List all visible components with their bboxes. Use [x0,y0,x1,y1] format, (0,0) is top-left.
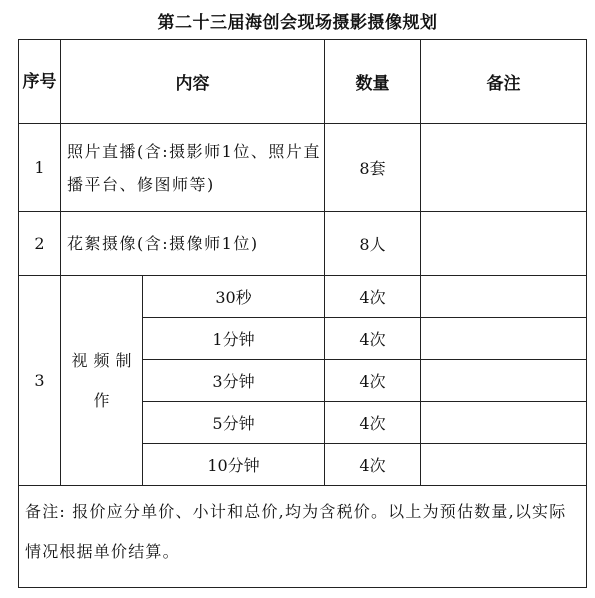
row-remark [421,402,587,444]
footnote: 备注: 报价应分单价、小计和总价,均为含税价。以上为预估数量,以实际情况根据单价结算。 [19,486,587,588]
video-quantity: 4次 [325,276,421,318]
row-seq: 2 [19,212,61,276]
video-duration: 5分钟 [143,402,325,444]
document-title: 第二十三届海创会现场摄影摄像规划 [157,13,438,33]
video-duration: 30秒 [143,276,325,318]
video-quantity: 4次 [325,444,421,486]
row-remark [421,212,587,276]
video-row [19,276,587,318]
row-remark [421,276,587,318]
video-quantity: 4次 [325,402,421,444]
row-content: 照片直播(含:摄影师1位、照片直播平台、修图师等) [61,124,325,212]
row-remark [421,318,587,360]
header-content: 内容 [61,40,325,124]
header-quantity: 数量 [325,40,421,124]
header-seq: 序号 [19,40,61,124]
row-seq: 3 [19,276,61,486]
header-row [19,40,587,124]
footnote-row [19,486,587,588]
row-remark [421,444,587,486]
video-quantity: 4次 [325,318,421,360]
table-row [19,124,587,212]
plan-table [18,39,587,588]
video-duration: 3分钟 [143,360,325,402]
row-remark [421,360,587,402]
row-content: 花絮摄像(含:摄像师1位) [61,212,325,276]
row-seq: 1 [19,124,61,212]
header-remark: 备注 [421,40,587,124]
video-duration: 1分钟 [143,318,325,360]
video-quantity: 4次 [325,360,421,402]
video-category: 视频制作 [61,276,143,486]
row-remark [421,124,587,212]
row-quantity: 8套 [325,124,421,212]
table-row [19,212,587,276]
video-duration: 10分钟 [143,444,325,486]
row-quantity: 8人 [325,212,421,276]
